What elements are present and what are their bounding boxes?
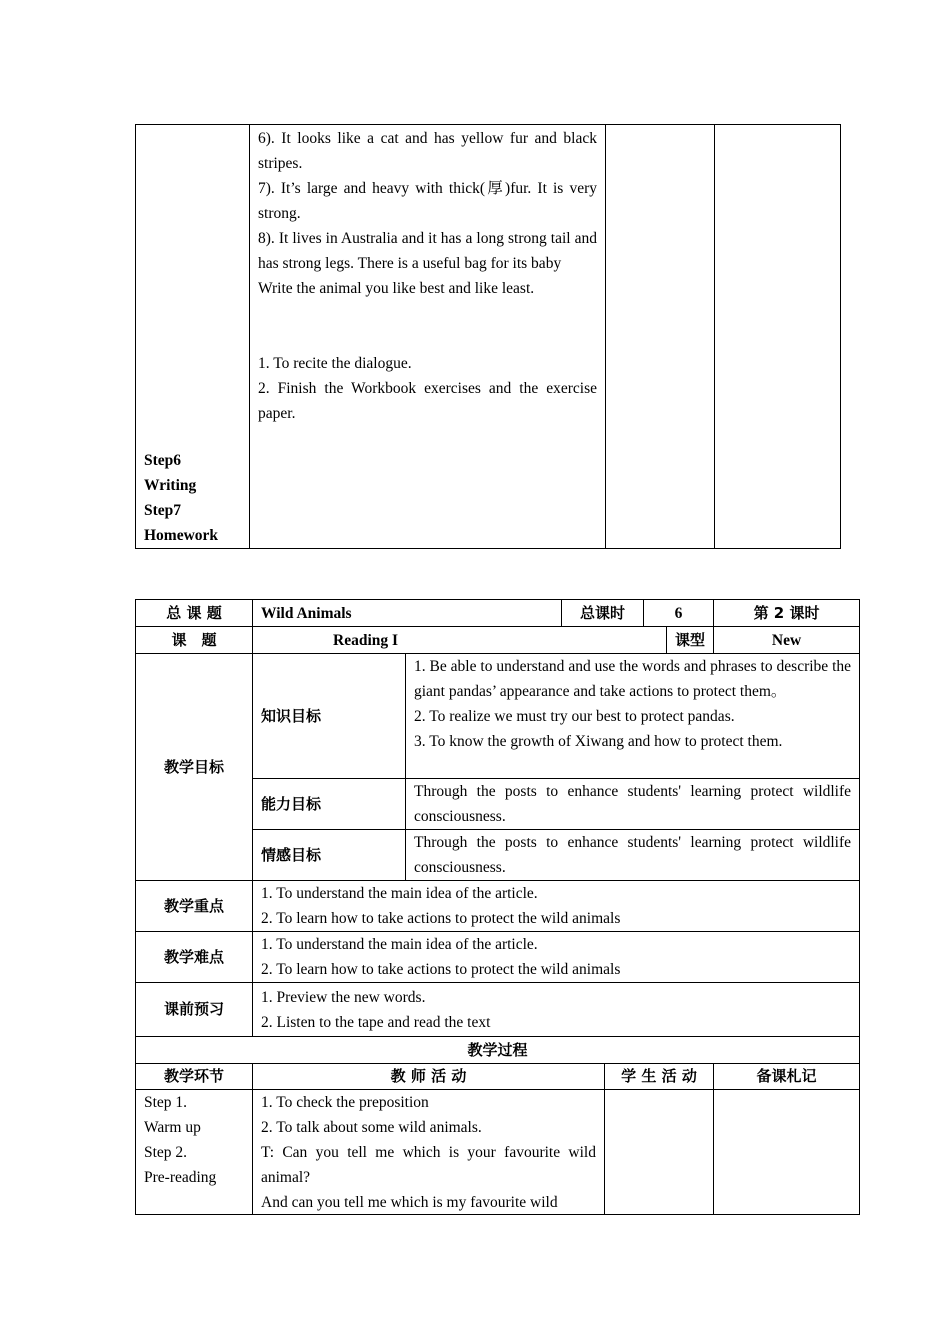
activities-cell: [250, 125, 606, 549]
student-activity-cell: [606, 125, 715, 549]
teacher-activity-line: T: Can you tell me which is your favourite wild animal?: [261, 1144, 596, 1186]
total-topic-label: 总 课 题: [136, 600, 253, 627]
total-hours-value: 6: [644, 600, 714, 627]
stage-line: Step 1.: [144, 1094, 188, 1111]
stage-line: Step 2.: [144, 1144, 188, 1161]
knowledge-objective-line: 2. To realize we must try our best to protect pandas.: [414, 708, 735, 725]
preview-line: 1. Preview the new words.: [261, 988, 426, 1006]
step6-label: Step6: [144, 452, 182, 469]
notes-cell: [715, 125, 841, 549]
activity-line: 6). It looks like a cat and has yellow fur and black stripes.: [258, 130, 597, 172]
teacher-activity-line: 2. To talk about some wild animals.: [261, 1119, 482, 1136]
student-activity-cell: [605, 1090, 714, 1215]
writing-task: Write the animal you like best and like least.: [258, 280, 535, 297]
objectives-label: 教学目标: [136, 654, 253, 881]
notes-cell: [714, 1090, 860, 1215]
teacher-activity-line: And can you tell me which is my favourite wild: [261, 1194, 558, 1211]
stage-column-header: 教学环节: [136, 1064, 253, 1090]
knowledge-objective-label: 知识目标: [253, 654, 406, 779]
emotion-objective-text: Through the posts to enhance students' learning protect wildlife consciousness.: [406, 830, 860, 881]
key-point-line: 1. To understand the main idea of the article.: [261, 885, 538, 902]
activity-line: 8). It lives in Australia and it has a long strong tail and has strong legs. There is a useful bag for its baby: [258, 230, 597, 272]
preview-line: 2. Listen to the tape and read the text: [261, 1013, 491, 1031]
total-hours-label: 总课时: [562, 600, 644, 627]
difficulties-label: 教学难点: [136, 932, 253, 983]
lesson-plan-continuation-table: [135, 124, 841, 549]
difficulty-line: 1. To understand the main idea of the article.: [261, 936, 538, 953]
lesson-number: 第 2 课时: [714, 600, 860, 627]
preview-label: 课前预习: [136, 983, 253, 1037]
spacer: [258, 301, 597, 351]
homework-line: 1. To recite the dialogue.: [258, 355, 412, 372]
lesson-plan-table: [135, 599, 860, 1215]
knowledge-objective-cell: [406, 654, 860, 779]
emotion-objective-label: 情感目标: [253, 830, 406, 881]
preview-cell: [253, 983, 860, 1037]
stage-line: Warm up: [144, 1119, 201, 1136]
teacher-column-header: 教 师 活 动: [253, 1064, 605, 1090]
teacher-activity-cell: [253, 1090, 605, 1215]
step7-label: Step7: [144, 502, 182, 519]
lesson-type-value: New: [714, 627, 860, 654]
key-points-label: 教学重点: [136, 881, 253, 932]
knowledge-objective-line: 1. Be able to understand and use the words and phrases to describe the giant pandas’ appearance and take actions to protect them。: [414, 658, 852, 700]
difficulties-cell: [253, 932, 860, 983]
knowledge-objective-line: 3. To know the growth of Xiwang and how to protect them.: [414, 733, 783, 750]
homework-line: 2. Finish the Workbook exercises and the exercise paper.: [258, 380, 597, 422]
notes-column-header: 备课札记: [714, 1064, 860, 1090]
key-point-line: 2. To learn how to take actions to protect the wild animals: [261, 910, 621, 927]
teacher-activity-line: 1. To check the preposition: [261, 1094, 429, 1111]
student-column-header: 学 生 活 动: [605, 1064, 714, 1090]
lesson-type-label: 课型: [667, 627, 714, 654]
writing-label: Writing: [144, 477, 197, 494]
process-title: 教学过程: [136, 1037, 860, 1064]
difficulty-line: 2. To learn how to take actions to protect the wild animals: [261, 961, 621, 978]
topic-label: 课 题: [136, 627, 253, 654]
step-labels-cell: [136, 125, 250, 549]
homework-label: Homework: [144, 527, 219, 544]
ability-objective-label: 能力目标: [253, 779, 406, 830]
activity-line: 7). It’s large and heavy with thick(厚)fur. It is very strong.: [258, 180, 597, 222]
stage-line: Pre-reading: [144, 1169, 217, 1186]
topic-value: Reading I: [253, 627, 667, 654]
stage-cell: [136, 1090, 253, 1215]
key-points-cell: [253, 881, 860, 932]
ability-objective-text: Through the posts to enhance students' learning protect wildlife consciousness.: [406, 779, 860, 830]
total-topic-value: Wild Animals: [253, 600, 562, 627]
